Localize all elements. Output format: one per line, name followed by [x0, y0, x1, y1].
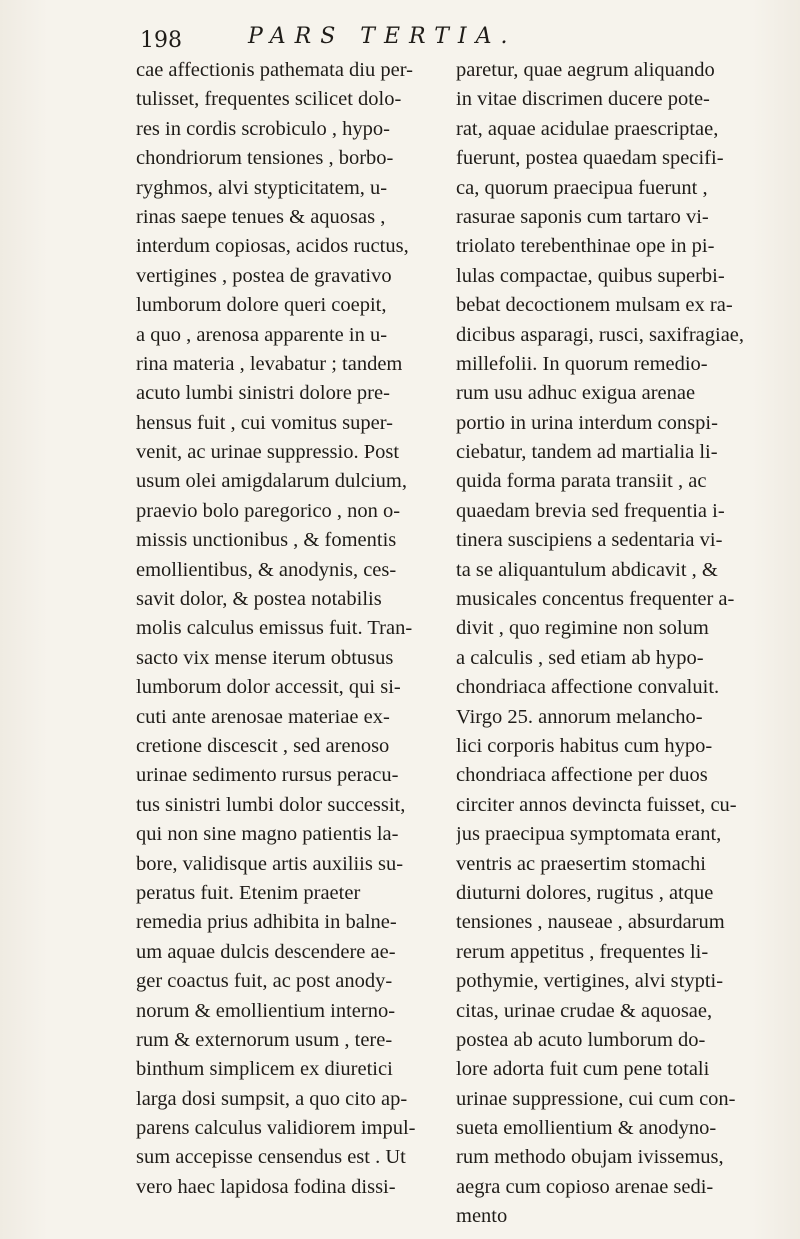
text-line: um aquae dulcis descendere ae- [136, 940, 396, 963]
text-line: a quo , arenosa apparente in u- [136, 323, 388, 346]
text-line: hensus fuit , cui vomitus super- [136, 411, 393, 434]
text-line: lore adorta fuit cum pene totali [456, 1058, 710, 1081]
text-line: peratus fuit. Etenim praeter [136, 881, 361, 904]
text-line: citas, urinae crudae & aquosae, [456, 999, 713, 1022]
text-line: interdum copiosas, acidos ructus, [136, 235, 409, 258]
text-line: postea ab acuto lumborum do- [456, 1028, 706, 1051]
text-line: jus praecipua symptomata erant, [456, 823, 722, 846]
page-number: 198 [140, 28, 182, 53]
text-line: divit , quo regimine non solum [456, 617, 709, 640]
text-line: norum & emollientium interno- [136, 999, 396, 1022]
text-line: binthum simplicem ex diuretici [136, 1058, 393, 1081]
text-line: venit, ac urinae suppressio. Post [136, 441, 400, 464]
text-line: ger coactus fuit, ac post anody- [136, 970, 393, 993]
text-line: larga dosi sumpsit, a quo cito ap- [136, 1087, 408, 1110]
text-line: dicibus asparagi, rusci, saxifragiae, [456, 323, 745, 346]
text-line: bore, validisque artis auxiliis su- [136, 852, 404, 875]
text-line: lumborum dolore queri coepit, [136, 294, 387, 317]
text-line: tinera suscipiens a sedentaria vi- [456, 529, 723, 552]
text-line: sacto vix mense iterum obtusus [136, 646, 394, 669]
text-line: tus sinistri lumbi dolor successit, [136, 793, 406, 816]
text-line: emollientibus, & anodynis, ces- [136, 558, 397, 581]
text-line: a calculis , sed etiam ab hypo- [456, 646, 704, 669]
text-line: sueta emollientium & anodyno- [456, 1117, 717, 1140]
text-line: rum usu adhuc exigua arenae [456, 382, 696, 405]
text-line: urinae sedimento rursus peracu- [136, 764, 399, 787]
text-line: lici corporis habitus cum hypo- [456, 734, 713, 757]
text-line: lumborum dolor accessit, qui si- [136, 676, 401, 699]
running-head: PARS TERTIA. [248, 24, 517, 49]
text-line: rat, aquae acidulae praescriptae, [456, 117, 719, 140]
text-line: millefolii. In quorum remedio- [456, 352, 708, 375]
text-line: res in cordis scrobiculo , hypo- [136, 117, 390, 140]
text-line: quida forma parata transiit , ac [456, 470, 707, 493]
text-line: ciebatur, tandem ad martialia li- [456, 441, 718, 464]
text-line: parens calculus validiorem impul- [136, 1117, 416, 1140]
text-line: quaedam brevia sed frequentia i- [456, 499, 725, 522]
text-line: qui non sine magno patientis la- [136, 823, 399, 846]
text-column-left [136, 56, 444, 1202]
text-line: tensiones , nauseae , absurdarum [456, 911, 725, 934]
text-line: rum & externorum usum , tere- [136, 1028, 393, 1051]
text-line: ta se aliquantulum abdicavit , & [456, 558, 718, 581]
text-line: missis unctionibus , & fomentis [136, 529, 397, 552]
text-column-right [456, 56, 776, 1232]
text-line: rum methodo obujam ivissemus, [456, 1146, 724, 1169]
text-line: rasurae saponis cum tartaro vi- [456, 205, 709, 228]
text-line: tulisset, frequentes scilicet dolo- [136, 88, 402, 111]
text-line: urinae suppressione, cui cum con- [456, 1087, 736, 1110]
text-line: cuti ante arenosae materiae ex- [136, 705, 390, 728]
text-line: cretione discescit , sed arenoso [136, 734, 390, 757]
text-line: pothymie, vertigines, alvi stypti- [456, 970, 724, 993]
text-line: rina materia , levabatur ; tandem [136, 352, 403, 375]
text-line: acuto lumbi sinistri dolore pre- [136, 382, 390, 405]
page-header [128, 14, 760, 54]
text-line: portio in urina interdum conspi- [456, 411, 718, 434]
text-line: chondriaca affectione per duos [456, 764, 708, 787]
text-line: triolato terebenthinae ope in pi- [456, 235, 715, 258]
text-line: aegra cum copioso arenae sedi- [456, 1175, 714, 1198]
text-line: lulas compactae, quibus superbi- [456, 264, 725, 287]
text-line: rerum appetitus , frequentes li- [456, 940, 709, 963]
text-line: chondriaca affectione convaluit. [456, 676, 720, 699]
text-line: musicales concentus frequenter a- [456, 588, 735, 611]
text-line: savit dolor, & postea notabilis [136, 588, 382, 611]
text-line: cae affectionis pathemata diu per- [136, 59, 413, 81]
text-line: sum accepisse censendus est . Ut [136, 1146, 406, 1169]
text-line: vero haec lapidosa fodina dissi- [136, 1175, 396, 1198]
text-line: circiter annos devincta fuisset, cu- [456, 793, 737, 816]
text-line: ventris ac praesertim stomachi [456, 852, 706, 875]
text-line: vertigines , postea de gravativo [136, 264, 392, 287]
text-line: in vitae discrimen ducere pote- [456, 88, 710, 111]
text-line: ryghmos, alvi stypticitatem, u- [136, 176, 388, 199]
text-line: rinas saepe tenues & aquosas , [136, 205, 386, 228]
text-line: ca, quorum praecipua fuerunt , [456, 176, 708, 199]
text-line: usum olei amigdalarum dulcium, [136, 470, 408, 493]
text-line: Virgo 25. annorum melancho- [456, 705, 703, 728]
text-line: paretur, quae aegrum aliquando [456, 59, 715, 81]
text-line: molis calculus emissus fuit. Tran- [136, 617, 413, 640]
text-line: bebat decoctionem mulsam ex ra- [456, 294, 733, 317]
text-line: diuturni dolores, rugitus , atque [456, 881, 714, 904]
text-line: fuerunt, postea quaedam specifi- [456, 147, 724, 170]
text-line: remedia prius adhibita in balne- [136, 911, 397, 934]
text-line: chondriorum tensiones , borbo- [136, 147, 394, 170]
text-line: praevio bolo paregorico , non o- [136, 499, 401, 522]
text-line: mento [456, 1205, 508, 1228]
